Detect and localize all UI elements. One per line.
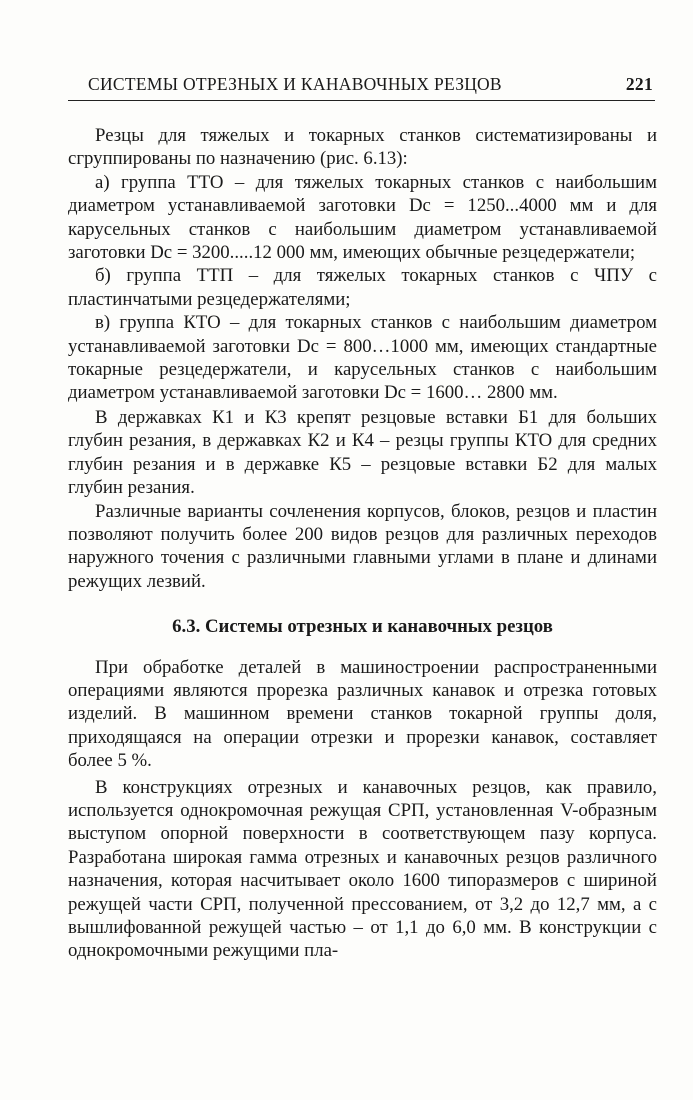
paragraph-intro: Резцы для тяжелых и токарных станков систематизированы и сгруппированы по назначению (рис. 6.13): [68,125,657,170]
page-number: 221 [625,74,653,94]
section-heading: 6.3. Системы отрезных и канавочных резцов [172,616,553,638]
running-head [68,68,655,101]
paragraph-section-body: В конструкциях отрезных и канавочных резцов, как правило, используется однокромочная режущая СРП, установленная V-образным выступом опорной поверхности в соответствующем пазу корпуса. Разработана широкая гамма отрезных и канавочных резцов различного назначения, которая насчитывает около 1600 типоразмеров с шириной режущей части СРП, полученной прессованием, от 3,2 до 12,7 мм, а с вышлифованной режущей частью – от 1,1 до 6,0 мм. В конструкции с однокромочными режущими пла- [68,776,657,962]
page-body [68,124,657,963]
running-head-title: СИСТЕМЫ ОТРЕЗНЫХ И КАНАВОЧНЫХ РЕЗЦОВ [88,74,502,94]
list-item-a: а) группа ТТО – для тяжелых токарных станков с наибольшим диаметром устанавливаемой заготовки Dс = 1250...4000 мм и для карусельных станков с наибольшим диаметром устанавливаемой заготовки Dс = 3200.....12 000 мм, имеющих обычные резцедержатели; [68,171,657,264]
paragraph-variants: Различные варианты сочленения корпусов, блоков, резцов и пластин позволяют получить более 200 видов резцов для различных переходов наружного точения с различными главными углами в плане и длинами режущих лезвий. [68,500,657,592]
list-item-c: в) группа КТО – для токарных станков с наибольшим диаметром устанавливаемой заготовки Dс = 800…1000 мм, имеющих стандартные токарные резцедержатели, и карусельных станков с наибольшим диаметром устанавливаемой заготовки Dс = 1600… 2800 мм. [68,312,657,404]
paragraph-section-intro: При обработке деталей в машиностроении распространенными операциями являются прорезка различных канавок и отрезка готовых изделий. В машинном времени станков токарной группы доля, приходящаяся на операции отрезки и прорезки канавок, составляет более 5 %. [68,656,657,772]
paragraph-holders: В державках К1 и К3 крепят резцовые вставки Б1 для больших глубин резания, в державках К2 и К4 – резцы группы КТО для средних глубин резания и в державке К5 – резцовые вставки Б2 для малых глубин резания. [68,406,657,499]
list-item-b: б) группа ТТП – для тяжелых токарных станков с ЧПУ с пластинчатыми резцедержателями; [68,265,657,310]
